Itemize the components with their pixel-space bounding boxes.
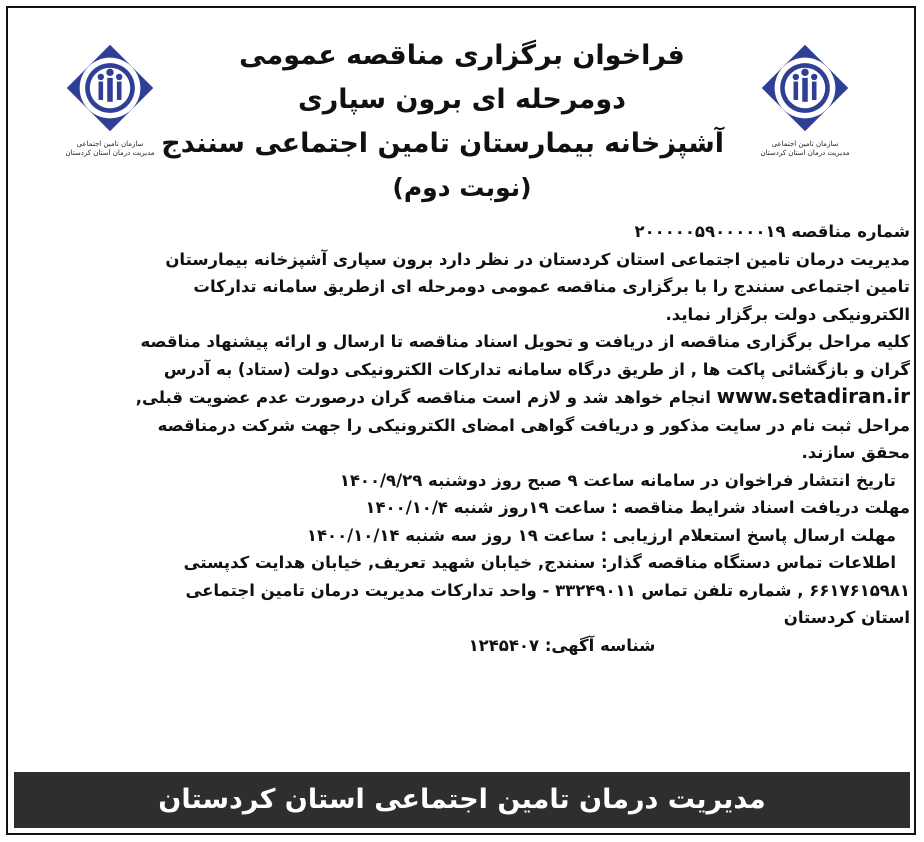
logo-caption: سازمان تامین اجتماعی مدیریت درمان استان کردستان [65,140,155,157]
tender-number: شماره مناقصه ۲۰۰۰۰۰۵۹۰۰۰۰۰۱۹ [634,222,910,241]
paragraph-1-line-2: تامین اجتماعی سنندج را با برگزاری مناقصه عمومی دومرحله ای ازطریق سامانه تدارکات [193,277,910,296]
notice-body [14,218,910,659]
logo-left [45,42,175,158]
footer-banner: مدیریت درمان تامین اجتماعی استان کردستان [14,772,910,828]
paragraph-1-line-1: مدیریت درمان تامین اجتماعی استان کردستان در نظر دارد برون سپاری آشپزخانه بیمارستان [165,249,910,269]
publish-date: تاریخ انتشار فراخوان در سامانه ساعت ۹ صبح روز دوشنبه ۱۴۰۰/۹/۲۹ [339,470,896,490]
paragraph-2-line-1: کلیه مراحل برگزاری مناقصه از دریافت و تحویل اسناد مناقصه تا ارسال و ارائه پیشنهاد مناقصه [140,332,910,351]
contact-line-2: ۶۶۱۷۶۱۵۹۸۱ , شماره تلفن تماس ۳۳۲۴۹۰۱۱ - واحد تدارکات مدیریت درمان تامین اجتماعی [185,580,910,600]
paragraph-2-line-3 [14,383,910,412]
title-line-2: دومرحله ای برون سپاری [298,84,626,115]
title-line-4: (نوبت دوم) [392,173,532,202]
contact-line-3: استان کردستان [783,608,910,627]
contact-line-1: اطلاعات تماس دستگاه مناقصه گذار: سنندج, خیابان شهید تعریف, خیابان هدایت کدپستی [183,553,896,572]
social-security-logo-icon [64,42,156,134]
paragraph-1-line-3: الکترونیکی دولت برگزار نماید. [665,304,910,324]
document-deadline: مهلت دریافت اسناد شرایط مناقصه : ساعت ۱۹روز شنبه ۱۴۰۰/۱۰/۴ [365,498,910,517]
paragraph-2-line-2: گران و بازگشائی پاکت ها , از طریق درگاه سامانه تدارکات الکترونیکی دولت (ستاد) به آدرس [163,359,910,379]
title-line-1: فراخوان برگزاری مناقصه عمومی [239,40,685,71]
ad-id: شناسه آگهی: ۱۲۴۵۴۰۷ [468,635,656,655]
website-link[interactable]: www.setadiran.ir [716,384,910,408]
social-security-logo-icon [759,42,851,134]
notice-header [0,14,924,224]
logo-right [740,42,870,158]
logo-caption: سازمان تامین اجتماعی مدیریت درمان استان کردستان [760,140,850,157]
paragraph-2-line-3-text: انجام خواهد شد و لازم است مناقصه گران درصورت عدم عضویت قبلی, [135,388,711,407]
notice-title [161,34,724,210]
title-line-3: آشپزخانه بیمارستان تامین اجتماعی سنندج [161,128,724,159]
paragraph-2-line-5: محقق سازند. [801,443,910,462]
paragraph-2-line-4: مراحل ثبت نام در سایت مذکور و دریافت گواهی امضای الکترونیکی را جهت شرکت درمناقصه [157,415,910,435]
inquiry-deadline: مهلت ارسال پاسخ استعلام ارزیابی : ساعت ۱۹ روز سه شنبه ۱۴۰۰/۱۰/۱۴ [306,525,896,545]
